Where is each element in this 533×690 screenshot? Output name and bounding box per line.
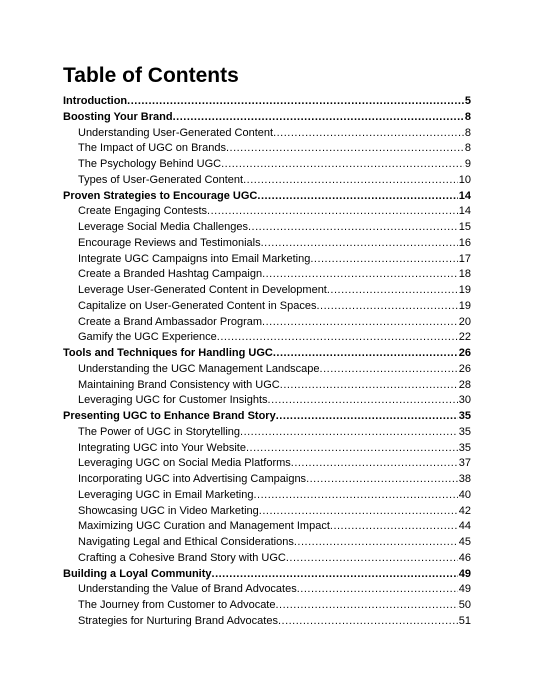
dot-leader [257, 189, 457, 205]
toc-section-entry[interactable] [63, 598, 471, 614]
toc-page-number: 9 [464, 158, 471, 170]
toc-section-entry[interactable] [63, 299, 471, 315]
dot-leader [316, 299, 457, 315]
toc-chapter-entry[interactable] [63, 409, 471, 425]
dot-leader [261, 236, 458, 252]
dot-leader [294, 535, 458, 551]
toc-entry-title: Capitalize on User-Generated Content in Spaces [78, 299, 317, 312]
toc-entry-title: Presenting UGC to Enhance Brand Story [63, 410, 276, 422]
toc-page-number: 51 [458, 614, 471, 627]
dot-leader [246, 441, 458, 457]
toc-section-entry[interactable] [63, 582, 471, 598]
dot-leader [280, 378, 458, 394]
toc-page-number: 49 [458, 583, 471, 596]
toc-page-number: 15 [458, 221, 471, 233]
dot-leader [262, 267, 458, 283]
dot-leader [297, 582, 458, 598]
dot-leader [226, 141, 464, 157]
dot-leader [291, 456, 458, 472]
dot-leader [217, 330, 458, 346]
toc-entry-title: Leveraging UGC in Email Marketing [78, 488, 254, 501]
dot-leader [275, 598, 457, 614]
toc-page-number: 22 [458, 331, 471, 344]
toc-page-number: 19 [458, 284, 471, 296]
toc-section-entry[interactable] [63, 315, 471, 331]
toc-chapter-entry[interactable] [63, 567, 471, 583]
toc-entry-title: Navigating Legal and Ethical Considerations [78, 536, 294, 548]
toc-list [63, 94, 471, 630]
toc-section-entry[interactable] [63, 141, 471, 157]
toc-page-number: 17 [458, 252, 471, 265]
toc-entry-title: Encourage Reviews and Testimonials [78, 236, 261, 249]
toc-page-number: 14 [458, 189, 471, 202]
toc-page-number: 8 [464, 110, 471, 123]
toc-page-number: 35 [458, 441, 471, 454]
toc-section-entry[interactable] [63, 614, 471, 630]
toc-chapter-entry[interactable] [63, 94, 471, 110]
toc-section-entry[interactable] [63, 504, 471, 520]
dot-leader [310, 252, 457, 268]
toc-entry-title: The Power of UGC in Storytelling [78, 425, 241, 438]
toc-page-number: 37 [458, 457, 471, 470]
toc-section-entry[interactable] [63, 362, 471, 378]
dot-leader [221, 157, 464, 173]
toc-section-entry[interactable] [63, 393, 471, 409]
dot-leader [212, 567, 458, 583]
toc-entry-title: Leveraging UGC on Social Media Platforms [78, 457, 291, 470]
dot-leader [262, 315, 458, 331]
toc-section-entry[interactable] [63, 551, 471, 567]
toc-entry-title: Strategies for Nurturing Brand Advocates [78, 614, 278, 627]
toc-section-entry[interactable] [63, 441, 471, 457]
dot-leader [306, 472, 458, 488]
dot-leader [253, 488, 457, 504]
toc-entry-title: Crafting a Cohesive Brand Story with UGC [78, 551, 286, 564]
dot-leader [273, 126, 464, 142]
toc-entry-title: Understanding the UGC Management Landscape [78, 362, 320, 375]
toc-page-number: 20 [458, 315, 471, 328]
toc-page-number: 10 [458, 173, 471, 186]
toc-entry-title: Incorporating UGC into Advertising Campaigns [78, 473, 307, 485]
toc-section-entry[interactable] [63, 535, 471, 551]
toc-entry-title: The Journey from Customer to Advocate [78, 599, 276, 611]
toc-page-number: 44 [458, 520, 471, 533]
toc-entry-title: Tools and Techniques for Handling UGC [63, 347, 273, 359]
toc-chapter-entry[interactable] [63, 110, 471, 126]
toc-section-entry[interactable] [63, 236, 471, 252]
dot-leader [207, 204, 458, 220]
toc-section-entry[interactable] [63, 252, 471, 268]
toc-entry-title: Building a Loyal Community [63, 567, 212, 580]
toc-chapter-entry[interactable] [63, 189, 471, 205]
toc-entry-title: Create Engaging Contests [78, 205, 208, 218]
toc-entry-title: Gamify the UGC Experience [78, 331, 217, 344]
toc-page-number: 30 [458, 394, 471, 407]
toc-page-number: 18 [458, 268, 471, 281]
toc-page-number: 45 [458, 536, 471, 548]
dot-leader [273, 346, 458, 362]
toc-section-entry[interactable] [63, 267, 471, 283]
dot-leader [240, 425, 458, 441]
toc-entry-title: Maximizing UGC Curation and Management Impact [78, 520, 330, 533]
toc-section-entry[interactable] [63, 204, 471, 220]
dot-leader [330, 519, 458, 535]
toc-entry-title: Create a Brand Ambassador Program [78, 315, 263, 328]
toc-page-number: 35 [458, 410, 471, 422]
toc-entry-title: Leveraging UGC for Customer Insights [78, 394, 268, 407]
toc-section-entry[interactable] [63, 157, 471, 173]
toc-page-number: 42 [458, 504, 471, 517]
toc-page-number: 8 [464, 142, 471, 155]
toc-entry-title: Showcasing UGC in Video Marketing [78, 504, 259, 517]
dot-leader [173, 110, 464, 126]
toc-entry-title: The Impact of UGC on Brands [78, 142, 226, 155]
toc-section-entry[interactable] [63, 378, 471, 394]
toc-page-number: 38 [458, 473, 471, 485]
dot-leader [259, 504, 458, 520]
toc-entry-title: Understanding User-Generated Content [78, 126, 274, 139]
toc-page-number: 14 [458, 205, 471, 218]
toc-page-number: 8 [464, 126, 471, 139]
toc-page-number: 26 [458, 347, 471, 359]
toc-section-entry[interactable] [63, 472, 471, 488]
toc-chapter-entry[interactable] [63, 346, 471, 362]
dot-leader [127, 94, 464, 110]
toc-section-entry[interactable] [63, 330, 471, 346]
toc-section-entry[interactable] [63, 126, 471, 142]
toc-page-number: 28 [458, 378, 471, 391]
toc-section-entry[interactable] [63, 283, 471, 299]
dot-leader [286, 551, 458, 567]
toc-section-entry[interactable] [63, 220, 471, 236]
toc-section-entry[interactable] [63, 519, 471, 535]
toc-entry-title: The Psychology Behind UGC [78, 158, 222, 170]
toc-entry-title: Leverage Social Media Challenges [78, 221, 248, 233]
page-title: Table of Contents [63, 64, 239, 87]
toc-entry-title: Integrating UGC into Your Website [78, 441, 246, 454]
toc-section-entry[interactable] [63, 488, 471, 504]
dot-leader [320, 362, 458, 378]
toc-entry-title: Integrate UGC Campaigns into Email Marketing [78, 252, 311, 265]
toc-page-number: 40 [458, 488, 471, 501]
toc-entry-title: Boosting Your Brand [63, 110, 173, 123]
toc-page-number: 19 [458, 299, 471, 312]
toc-page-number: 5 [464, 95, 471, 107]
toc-section-entry[interactable] [63, 425, 471, 441]
dot-leader [248, 220, 458, 236]
toc-page-number: 46 [458, 551, 471, 564]
toc-page-number: 16 [458, 236, 471, 249]
toc-entry-title: Leverage User-Generated Content in Development [78, 284, 327, 296]
dot-leader [327, 283, 458, 299]
dot-leader [278, 614, 458, 630]
toc-page-number: 50 [458, 599, 471, 611]
dot-leader [276, 409, 458, 425]
toc-page-number: 49 [458, 567, 471, 580]
dot-leader [243, 173, 458, 189]
toc-page-number: 35 [458, 425, 471, 438]
toc-entry-title: Types of User-Generated Content [78, 173, 244, 186]
toc-entry-title: Understanding the Value of Brand Advocates [78, 583, 297, 596]
toc-section-entry[interactable] [63, 456, 471, 472]
toc-entry-title: Create a Branded Hashtag Campaign [78, 268, 263, 281]
toc-entry-title: Maintaining Brand Consistency with UGC [78, 378, 280, 391]
dot-leader [268, 393, 458, 409]
toc-entry-title: Introduction [63, 95, 128, 107]
toc-page-number: 26 [458, 362, 471, 375]
toc-entry-title: Proven Strategies to Encourage UGC [63, 189, 258, 202]
toc-section-entry[interactable] [63, 173, 471, 189]
